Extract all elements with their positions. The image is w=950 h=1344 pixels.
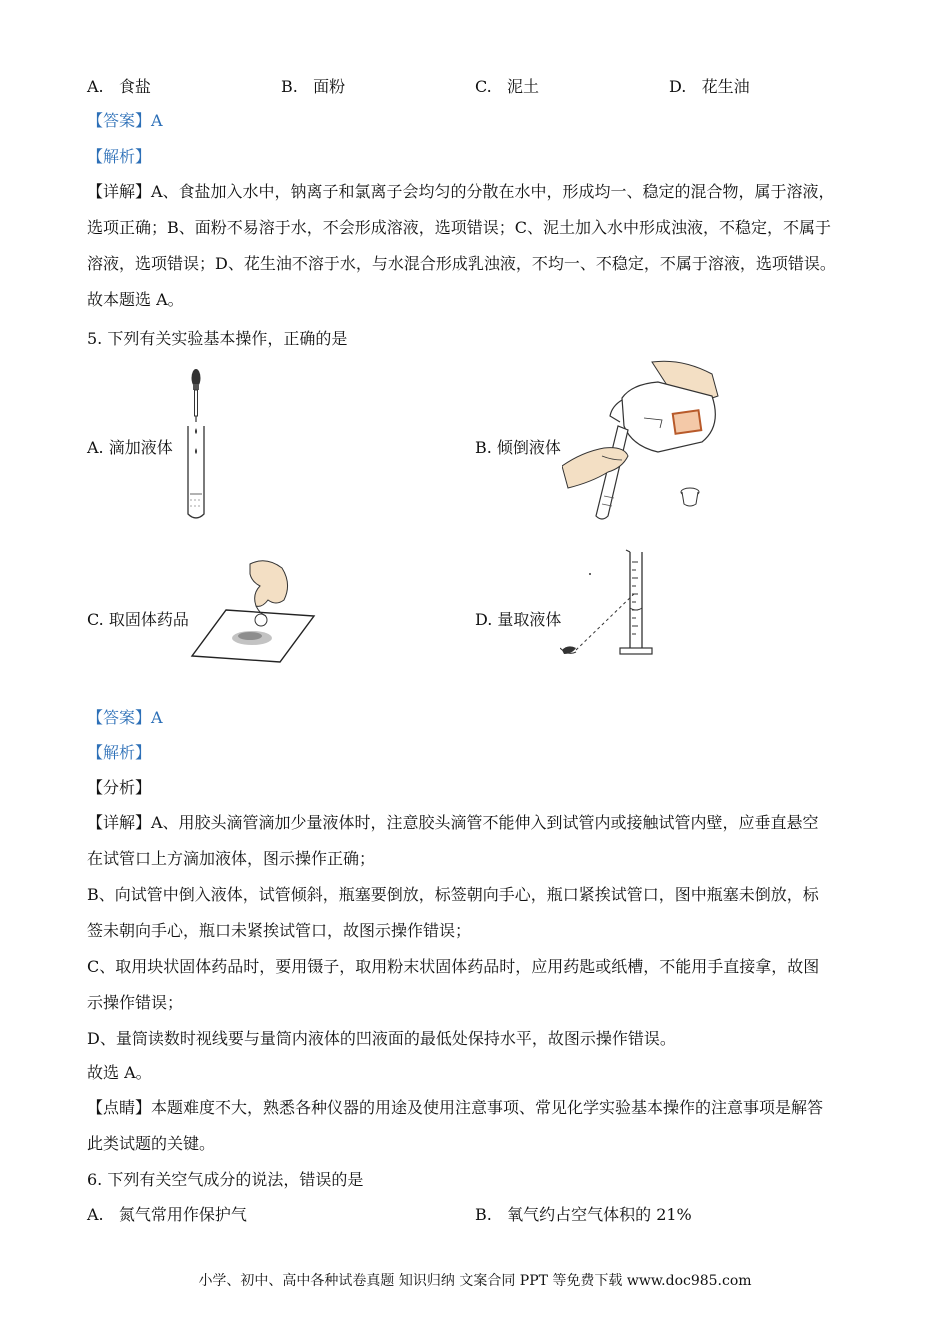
q4-option-c: C. 泥土	[475, 77, 540, 96]
q5-detail-line-6: 示操作错误；	[87, 993, 184, 1012]
q5-option-b-label: B. 倾倒液体	[475, 438, 561, 457]
dropper-test-tube-figure	[180, 366, 220, 522]
q6-option-a: A. 氮气常用作保护气	[87, 1205, 247, 1224]
q5-option-c-label: C. 取固体药品	[87, 610, 189, 629]
q5-detail-line-5: C、取用块状固体药品时，要用镊子，取用粉末状固体药品时，应用药匙或纸槽，不能用手直接拿，故图	[87, 957, 820, 976]
q4-answer: 【答案】A	[87, 111, 163, 130]
q4-detail-line-1: 【详解】A、食盐加入水中，钠离子和氯离子会均匀的分散在水中，形成均一、稳定的混合物，属于溶液，	[87, 182, 835, 201]
q4-option-d: D. 花生油	[669, 77, 750, 96]
q4-analysis-label: 【解析】	[87, 147, 152, 166]
q6-option-b: B. 氧气约占空气体积的 21%	[475, 1205, 692, 1224]
q5-detail-line-10: 此类试题的关键。	[87, 1134, 216, 1153]
hand-taking-solid-figure	[190, 556, 316, 664]
q5-detail-line-1: 【详解】A、用胶头滴管滴加少量液体时，注意胶头滴管不能伸入到试管内或接触试管内壁，应垂直悬空	[87, 813, 819, 832]
q5-stem: 5. 下列有关实验基本操作，正确的是	[87, 329, 348, 348]
q5-detail-line-2: 在试管口上方滴加液体，图示操作正确；	[87, 849, 376, 868]
q5-detail-line-4: 签未朝向手心，瓶口未紧挨试管口，故图示操作错误；	[87, 921, 472, 940]
q5-analysis-label: 【解析】	[87, 743, 152, 762]
q5-detail-line-8: 故选 A。	[87, 1063, 152, 1082]
q5-option-d-label: D. 量取液体	[475, 610, 562, 629]
q4-detail-line-4: 故本题选 A。	[87, 290, 184, 309]
q5-detail-line-9: 【点睛】本题难度不大，熟悉各种仪器的用途及使用注意事项、常见化学实验基本操作的注意事项是解答	[87, 1098, 824, 1117]
pouring-liquid-figure	[562, 356, 728, 522]
page-footer: 小学、初中、高中各种试卷真题 知识归纳 文案合同 PPT 等免费下载 www.doc985.com	[198, 1273, 752, 1289]
q4-detail-line-3: 溶液，选项错误；D、花生油不溶于水，与水混合形成乳浊液，不均一、不稳定，不属于溶液，选项错误。	[87, 254, 836, 273]
q6-stem: 6. 下列有关空气成分的说法，错误的是	[87, 1170, 364, 1189]
measuring-cylinder-figure	[560, 548, 670, 666]
q5-answer: 【答案】A	[87, 708, 163, 727]
q4-detail-line-2: 选项正确；B、面粉不易溶于水，不会形成溶液，选项错误；C、泥土加入水中形成浊液，不稳定，不属于	[87, 218, 832, 237]
q5-fenxi-label: 【分析】	[87, 778, 152, 797]
q4-option-b: B. 面粉	[281, 77, 346, 96]
q5-detail-line-3: B、向试管中倒入液体，试管倾斜，瓶塞要倒放，标签朝向手心，瓶口紧挨试管口，图中瓶塞未倒放，标	[87, 885, 819, 904]
q5-option-a-label: A. 滴加液体	[87, 438, 173, 457]
q5-detail-line-7: D、量筒读数时视线要与量筒内液体的凹液面的最低处保持水平，故图示操作错误。	[87, 1029, 676, 1048]
q4-option-a: A. 食盐	[87, 77, 151, 96]
